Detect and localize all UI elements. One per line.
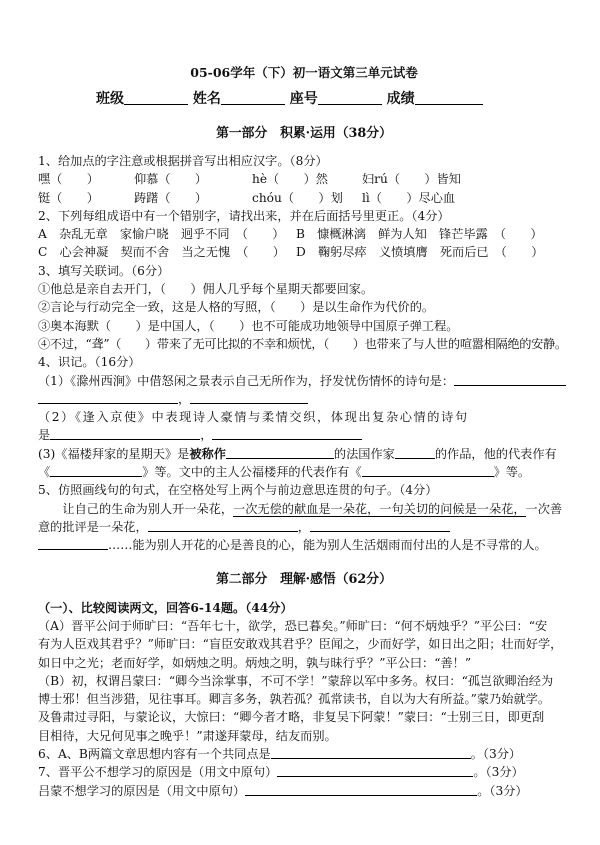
q5-text3: ……能为别人开花的心是善良的心，能为别人生活烟雨而付出的人是不寻常的人。 — [108, 538, 547, 553]
q1-item: 铤（ ） — [38, 190, 99, 205]
student-info-line — [96, 89, 570, 110]
q5-text1: 让自己的生命为别人开一朵花， — [62, 501, 234, 516]
q1-item: hè（ ）然 — [252, 172, 328, 187]
q4-p3-blank2[interactable] — [395, 446, 435, 459]
q3-line4: ④不过，“聋”（ ）带来了无可比拟的不幸和烦忧，（ ）也带来了与人世的喧嚣相隔绝的安静。 — [38, 336, 567, 351]
q3-stem: 3、填写关联词。（6分） — [38, 263, 170, 278]
q7-score: 。（3分） — [473, 765, 524, 780]
q4-p2-line1: （2）《逢入京使》中表现诗人豪情与柔情交织，体现出复杂心情的诗句 — [38, 410, 469, 425]
q4-p3-blank4[interactable] — [362, 464, 494, 477]
q3-line2: ②言论与行动完全一致，这是人格的写照，（ ）是以生命作为代价的。 — [38, 300, 435, 315]
q4-p3-line1 — [38, 445, 570, 463]
score-label: 成绩 — [386, 90, 415, 107]
q4-p1-blank2[interactable] — [38, 391, 178, 404]
q1-item: 妇rú（ ）皆知 — [362, 172, 461, 187]
q1-row2 — [38, 189, 570, 207]
q5-underlined-example: 一次无偿的献血是一朵花，一句关切的问候是一朵花， — [233, 501, 526, 516]
q2-stem: 2、下列每组成语中有一个错别字，请找出来，并在后面括号里更正。（4分） — [38, 208, 450, 223]
q1-item: chóu（ ）划 — [252, 190, 343, 205]
q1-item: 踌躇（ ） — [134, 190, 208, 205]
q7-line — [38, 763, 570, 781]
score-blank[interactable] — [415, 90, 483, 105]
q4-p3-text4: 《 — [38, 464, 51, 479]
q4-p3-text1: (3)《福楼拜家的星期天》是 — [38, 446, 190, 461]
q4-p1-blank1[interactable] — [454, 373, 566, 386]
q4-p3-text6: 》等。 — [493, 464, 531, 479]
q4-p3-text-bold: 被称作 — [189, 446, 226, 461]
q4-p2-text: 是 — [38, 428, 51, 443]
q2-row2 — [38, 243, 570, 261]
q5-line3 — [38, 536, 570, 554]
q4-p3-blank1[interactable] — [226, 446, 334, 459]
q4-p3-line2 — [38, 463, 570, 481]
name-label: 姓名 — [192, 90, 221, 107]
q6-line — [38, 745, 570, 763]
q4-p1-blank3[interactable] — [190, 391, 308, 404]
q7b-blank[interactable] — [245, 783, 477, 796]
q1-item: lì（ ）尽心血 — [362, 190, 456, 205]
q4-p1-line1 — [38, 372, 570, 390]
q5-line2 — [38, 518, 570, 536]
q5-stem: 5、仿照画线句的句式，在空格处写上两个与前边意思连贯的句子。（4分） — [38, 483, 438, 498]
text-b-line4: 目相待，大兄何见事之晚乎！”肃遂拜蒙母，结友而别。 — [38, 728, 337, 743]
q5-blank3[interactable] — [38, 537, 108, 550]
q7b-line — [38, 782, 570, 800]
q4-p3-text3: 的作品，他的代表作有 — [434, 446, 557, 461]
text-a-line3: 如日中之光；老而好学，如炳烛之明。炳烛之明，孰与昧行乎？”平公曰：“善！” — [38, 655, 472, 670]
q4-p1-comma: ， — [178, 391, 191, 406]
q2-option-b: B 慷概淋漓 鲜为人知 锋芒毕露 （ ） — [296, 227, 543, 242]
q5-text2: 意的批评是一朵花， — [38, 519, 148, 534]
q5-text1c: 一次善 — [525, 501, 563, 516]
q5-line1 — [38, 500, 570, 518]
part2-heading: 第二部分 理解·感悟（62分） — [216, 572, 392, 588]
q2-option-d: D 鞠躬尽瘁 义愤填膺 死而后已 （ ） — [296, 245, 544, 260]
text-a-line1: （A）晋平公问于师旷曰：“吾年七十，欲学，恐已暮矣。”师旷曰：“何不炳烛乎？”平公曰：“安 — [38, 618, 548, 633]
name-blank[interactable] — [221, 90, 285, 105]
part1-heading: 第一部分 积累·运用（38分） — [216, 125, 392, 141]
q1-stem: 1、给加点的字注意或根据拼音写出相应汉字。（8分） — [38, 153, 328, 168]
q6-text: 6、A、B两篇文章思想内容有一个共同点是 — [38, 747, 271, 762]
q6-score: 。（3分） — [470, 747, 522, 762]
q4-p3-text2: 的法国作家 — [333, 446, 395, 461]
q4-p1-text: （1）《滁州西涧》中借怒闲之景表示自己无所作为，抒发忧伤情怀的诗句是： — [38, 373, 455, 388]
seat-label: 座号 — [289, 90, 318, 107]
q1-item: 仰慕（ ） — [134, 172, 208, 187]
class-label: 班级 — [96, 90, 124, 107]
q7b-text: 吕蒙不想学习的原因是（用文中原句） — [38, 783, 246, 798]
text-b-line2: 博士邪！但当涉猎，见往事耳。卿言多务，孰若孤？孤常读书，自以为大有所益。”蒙乃始就学。 — [38, 692, 551, 707]
exam-title: 05-06学年（下）初一语文第三单元试卷 — [190, 65, 418, 80]
part2-subheading: （一）、比较阅读两文，回答6-14题。（44分） — [38, 600, 293, 615]
q5-blank1[interactable] — [148, 519, 298, 532]
q6-blank[interactable] — [271, 746, 471, 759]
text-b-line3: 及鲁肃过寻阳，与蒙论议，大惊曰：“卿今者才略，非复吴下阿蒙！”蒙曰：“士别三日，即更刮 — [38, 710, 545, 725]
q7-text: 7、晋平公不想学习的原因是（用文中原句） — [38, 765, 278, 780]
q4-stem: 4、识记。（16分） — [38, 355, 141, 370]
q5-text2b: ， — [297, 519, 310, 534]
q3-line1: ①他总是亲自去开门，（ ）佣人几乎每个星期天都要回家。 — [38, 282, 374, 297]
text-a-line2: 有为人臣戏其君乎？”师旷曰：“盲臣安敢戏其君乎？臣闻之，少而好学，如日出之阳；壮而好学， — [38, 637, 563, 652]
q7b-score: 。（3分） — [477, 783, 528, 798]
q4-p2-blank2[interactable] — [212, 427, 362, 440]
q2-option-a: A 杂乱无章 家愉户晓 迥乎不同 （ ） — [38, 227, 285, 242]
q1-row1 — [38, 170, 570, 188]
seat-blank[interactable] — [318, 90, 382, 105]
q3-line3: ③奥本海默（ ）是中国人，（ ）也不可能成功地领导中国原子弹工程。 — [38, 318, 459, 333]
q5-blank2[interactable] — [310, 519, 450, 532]
q1-item: 嘿（ ） — [38, 172, 99, 187]
q4-p2-blank1[interactable] — [50, 427, 200, 440]
class-blank[interactable] — [124, 90, 188, 105]
q2-row1 — [38, 225, 570, 243]
q2-option-c: C 心会神凝 契而不舍 当之无愧 （ ） — [38, 245, 285, 260]
text-b-line1: （B）初，权谓吕蒙曰：“卿今当涂掌事，不可不学！”蒙辞以军中多务。权曰：“孤岂欲卿治经为 — [38, 673, 554, 688]
q4-p1-line2 — [38, 390, 570, 408]
q4-p3-blank3[interactable] — [50, 464, 142, 477]
q7-blank[interactable] — [277, 764, 473, 777]
q4-p2-line2: 是 ， — [38, 426, 570, 444]
q4-p3-text5: 》等。文中的主人公福楼拜的代表作有《 — [142, 464, 362, 479]
